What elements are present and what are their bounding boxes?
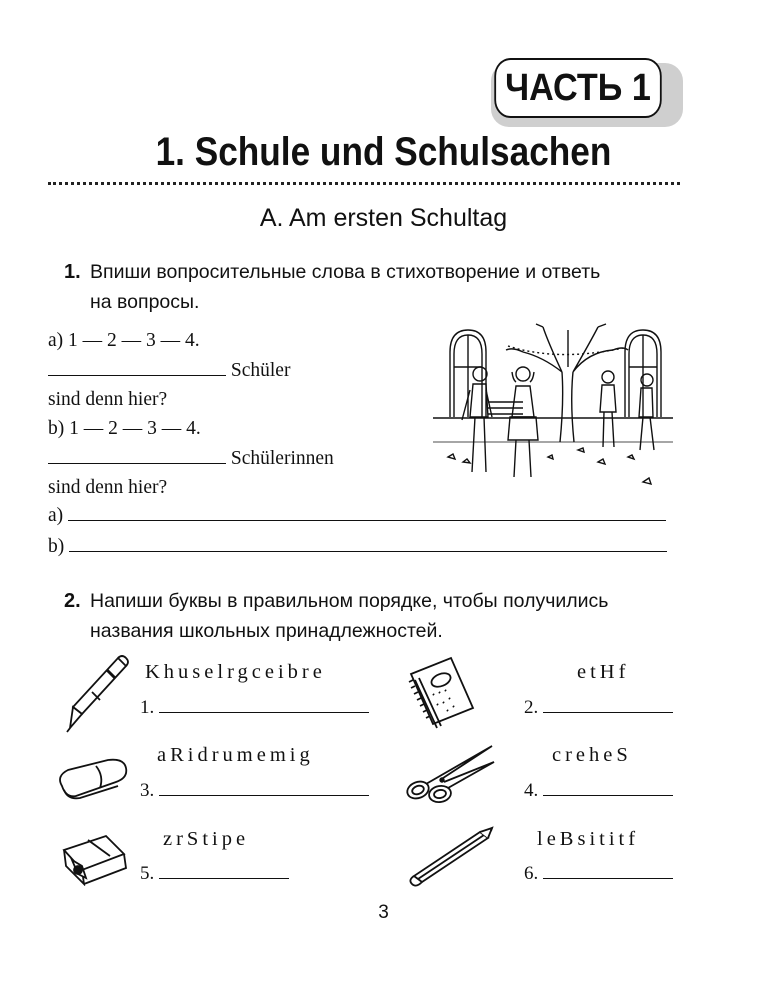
- dotted-divider: [48, 182, 680, 185]
- poem-b-question: sind denn hier?: [48, 477, 168, 498]
- answer-number-4: 4.: [524, 780, 539, 801]
- poem-a-word: Schüler: [230, 360, 291, 381]
- answer-number-5: 5.: [140, 863, 155, 884]
- pen-icon: [62, 652, 134, 734]
- poem-b-word: Schülerinnen: [230, 448, 334, 469]
- answer-line-3[interactable]: [159, 795, 369, 796]
- answer-row-3: [140, 780, 369, 802]
- answer-b-row: [48, 536, 667, 558]
- task-1-line-2: на вопросы.: [90, 291, 200, 313]
- scrambled-word-5: zrStipe: [163, 828, 250, 850]
- part-badge: ЧАСТЬ 1: [494, 58, 661, 118]
- schoolyard-illustration: [428, 322, 678, 492]
- scrambled-word-2: etHf: [577, 661, 630, 683]
- answer-a-line[interactable]: [68, 520, 666, 521]
- page-number: 3: [378, 902, 389, 923]
- answer-row-1: [140, 697, 369, 719]
- answer-line-1[interactable]: [159, 712, 369, 713]
- page-title: 1. Schule und Schulsachen: [155, 130, 612, 174]
- answer-line-4[interactable]: [543, 795, 673, 796]
- task-2-number: 2.: [64, 590, 81, 612]
- answer-number-1: 1.: [140, 697, 155, 718]
- scrambled-word-3: aRidrumemig: [157, 744, 314, 766]
- answer-row-2: [524, 697, 673, 719]
- scrambled-word-1: Khuselrgceibre: [145, 661, 326, 683]
- answer-row-5: [140, 863, 289, 885]
- task-1-instructions: [64, 257, 704, 317]
- task-1-line-1: Впиши вопросительные слова в стихотворение и ответь: [90, 261, 601, 283]
- answer-a-row: [48, 505, 666, 527]
- eraser-icon: [54, 756, 130, 804]
- scissors-icon: [404, 742, 496, 804]
- task-2-instructions: [64, 586, 704, 646]
- poem-b-blank[interactable]: [48, 463, 226, 464]
- notebook-icon: [403, 652, 481, 730]
- sharpener-icon: [58, 826, 130, 886]
- scrambled-word-6: leBsititf: [537, 828, 640, 850]
- scrambled-word-4: creheS: [552, 744, 632, 766]
- pencil-icon: [404, 826, 496, 888]
- task-2-line-2: названия школьных принадлежностей.: [90, 620, 443, 642]
- poem-a-count: a) 1 — 2 — 3 — 4.: [48, 330, 200, 351]
- answer-number-3: 3.: [140, 780, 155, 801]
- answer-row-6: [524, 863, 673, 885]
- poem-b-count: b) 1 — 2 — 3 — 4.: [48, 418, 201, 439]
- poem: [48, 326, 334, 502]
- answer-row-4: [524, 780, 673, 802]
- answer-number-6: 6.: [524, 863, 539, 884]
- answer-b-line[interactable]: [69, 551, 667, 552]
- task-1-number: 1.: [64, 261, 81, 283]
- answer-line-5[interactable]: [159, 878, 289, 879]
- answer-line-6[interactable]: [543, 878, 673, 879]
- answer-b-label: b): [48, 536, 65, 557]
- poem-a-blank[interactable]: [48, 375, 226, 376]
- answer-number-2: 2.: [524, 697, 539, 718]
- task-2-line-1: Напиши буквы в правильном порядке, чтобы получились: [90, 590, 609, 612]
- poem-a-question: sind denn hier?: [48, 389, 168, 410]
- section-subtitle: A. Am ersten Schultag: [259, 204, 508, 232]
- answer-a-label: a): [48, 505, 64, 526]
- answer-line-2[interactable]: [543, 712, 673, 713]
